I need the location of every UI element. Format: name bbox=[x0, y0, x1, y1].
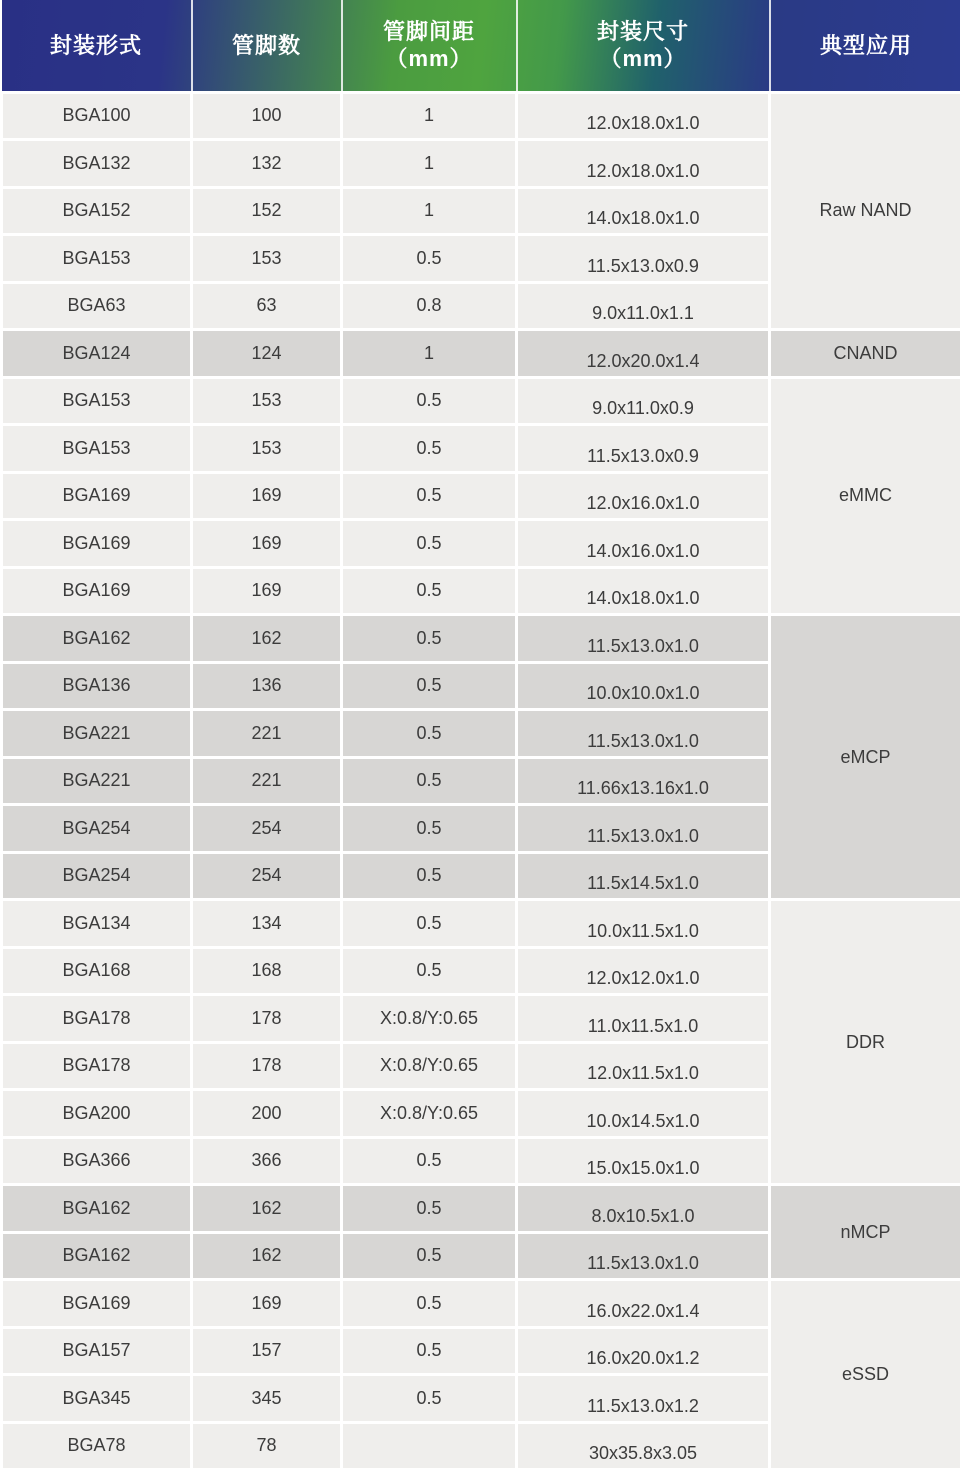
pin-pitch-cell: 1 bbox=[342, 187, 517, 235]
pin-count-cell: 200 bbox=[192, 1090, 342, 1138]
package-size-cell: 11.5x13.0x1.2 bbox=[517, 1375, 770, 1423]
package-size-cell: 11.5x13.0x0.9 bbox=[517, 235, 770, 283]
package-size-cell: 16.0x20.0x1.2 bbox=[517, 1327, 770, 1375]
pin-count-cell: 169 bbox=[192, 472, 342, 520]
pin-pitch-cell: 0.5 bbox=[342, 710, 517, 758]
pin-count-cell: 136 bbox=[192, 662, 342, 710]
application-cell: nMCP bbox=[770, 1185, 960, 1280]
application-cell: Raw NAND bbox=[770, 92, 960, 330]
package-form-cell: BGA162 bbox=[2, 1232, 192, 1280]
pin-count-cell: 153 bbox=[192, 425, 342, 473]
package-form-cell: BGA157 bbox=[2, 1327, 192, 1375]
pin-count-cell: 254 bbox=[192, 852, 342, 900]
pin-count-cell: 63 bbox=[192, 282, 342, 330]
package-form-cell: BGA254 bbox=[2, 852, 192, 900]
package-form-cell: BGA169 bbox=[2, 472, 192, 520]
package-size-cell: 11.5x14.5x1.0 bbox=[517, 852, 770, 900]
package-form-cell: BGA136 bbox=[2, 662, 192, 710]
package-form-cell: BGA63 bbox=[2, 282, 192, 330]
package-form-cell: BGA78 bbox=[2, 1422, 192, 1470]
pin-pitch-cell: 0.5 bbox=[342, 1280, 517, 1328]
package-form-cell: BGA168 bbox=[2, 947, 192, 995]
package-size-cell: 12.0x18.0x1.0 bbox=[517, 92, 770, 140]
col-header-package-form-label: 封装形式 bbox=[49, 32, 142, 58]
pin-pitch-cell: 0.5 bbox=[342, 805, 517, 853]
package-form-cell: BGA169 bbox=[2, 567, 192, 615]
package-size-cell: 8.0x10.5x1.0 bbox=[517, 1185, 770, 1233]
pin-count-cell: 132 bbox=[192, 140, 342, 188]
package-form-cell: BGA178 bbox=[2, 1042, 192, 1090]
application-cell: eSSD bbox=[770, 1280, 960, 1470]
pin-pitch-cell bbox=[342, 1422, 517, 1470]
pin-pitch-cell: 0.5 bbox=[342, 1137, 517, 1185]
pin-pitch-cell: 0.5 bbox=[342, 1375, 517, 1423]
pin-pitch-cell: 0.5 bbox=[342, 377, 517, 425]
pin-pitch-cell: 0.5 bbox=[342, 947, 517, 995]
package-form-cell: BGA153 bbox=[2, 235, 192, 283]
pin-count-cell: 153 bbox=[192, 377, 342, 425]
pin-count-cell: 178 bbox=[192, 995, 342, 1043]
package-size-cell: 10.0x10.0x1.0 bbox=[517, 662, 770, 710]
package-size-cell: 14.0x16.0x1.0 bbox=[517, 520, 770, 568]
package-form-cell: BGA200 bbox=[2, 1090, 192, 1138]
pin-count-cell: 169 bbox=[192, 567, 342, 615]
package-size-cell: 9.0x11.0x0.9 bbox=[517, 377, 770, 425]
pin-count-cell: 169 bbox=[192, 520, 342, 568]
package-size-cell: 12.0x11.5x1.0 bbox=[517, 1042, 770, 1090]
pin-pitch-cell: 1 bbox=[342, 330, 517, 378]
table-row bbox=[2, 1185, 960, 1233]
package-form-cell: BGA153 bbox=[2, 377, 192, 425]
package-size-cell: 11.5x13.0x1.0 bbox=[517, 710, 770, 758]
table-row bbox=[2, 330, 960, 378]
package-form-cell: BGA221 bbox=[2, 710, 192, 758]
pin-pitch-cell: 0.5 bbox=[342, 425, 517, 473]
col-header-package-size-label: 封装尺寸 bbox=[596, 18, 689, 44]
header-row bbox=[2, 0, 960, 92]
pin-pitch-cell: 0.5 bbox=[342, 900, 517, 948]
package-form-cell: BGA162 bbox=[2, 615, 192, 663]
pin-count-cell: 162 bbox=[192, 615, 342, 663]
pin-count-cell: 152 bbox=[192, 187, 342, 235]
package-size-cell: 12.0x18.0x1.0 bbox=[517, 140, 770, 188]
pin-pitch-cell: X:0.8/Y:0.65 bbox=[342, 1090, 517, 1138]
package-form-cell: BGA178 bbox=[2, 995, 192, 1043]
package-form-cell: BGA345 bbox=[2, 1375, 192, 1423]
application-cell: DDR bbox=[770, 900, 960, 1185]
package-size-cell: 11.0x11.5x1.0 bbox=[517, 995, 770, 1043]
pin-count-cell: 345 bbox=[192, 1375, 342, 1423]
table-row bbox=[2, 900, 960, 948]
package-form-cell: BGA169 bbox=[2, 1280, 192, 1328]
table-row bbox=[2, 377, 960, 425]
col-header-pin-count bbox=[192, 0, 342, 92]
pin-pitch-cell: 0.5 bbox=[342, 567, 517, 615]
table-row bbox=[2, 615, 960, 663]
pin-count-cell: 153 bbox=[192, 235, 342, 283]
pin-count-cell: 157 bbox=[192, 1327, 342, 1375]
pin-count-cell: 168 bbox=[192, 947, 342, 995]
package-size-cell: 11.5x13.0x1.0 bbox=[517, 1232, 770, 1280]
pin-count-cell: 134 bbox=[192, 900, 342, 948]
package-form-cell: BGA132 bbox=[2, 140, 192, 188]
pin-pitch-cell: 0.5 bbox=[342, 1232, 517, 1280]
package-form-cell: BGA366 bbox=[2, 1137, 192, 1185]
package-form-cell: BGA100 bbox=[2, 92, 192, 140]
package-form-cell: BGA152 bbox=[2, 187, 192, 235]
pin-pitch-cell: 1 bbox=[342, 92, 517, 140]
pin-pitch-cell: 1 bbox=[342, 140, 517, 188]
table-row bbox=[2, 1280, 960, 1328]
pin-count-cell: 221 bbox=[192, 757, 342, 805]
col-header-package-size bbox=[517, 0, 770, 92]
pin-count-cell: 221 bbox=[192, 710, 342, 758]
pin-count-cell: 162 bbox=[192, 1185, 342, 1233]
package-size-cell: 10.0x11.5x1.0 bbox=[517, 900, 770, 948]
package-size-cell: 12.0x20.0x1.4 bbox=[517, 330, 770, 378]
package-size-cell: 9.0x11.0x1.1 bbox=[517, 282, 770, 330]
pin-count-cell: 78 bbox=[192, 1422, 342, 1470]
pin-count-cell: 100 bbox=[192, 92, 342, 140]
pin-pitch-cell: 0.5 bbox=[342, 520, 517, 568]
package-size-cell: 16.0x22.0x1.4 bbox=[517, 1280, 770, 1328]
pin-pitch-cell: 0.5 bbox=[342, 852, 517, 900]
package-form-cell: BGA153 bbox=[2, 425, 192, 473]
pin-pitch-cell: 0.5 bbox=[342, 615, 517, 663]
pin-count-cell: 178 bbox=[192, 1042, 342, 1090]
col-header-package-size-unit: （mm） bbox=[599, 46, 687, 72]
application-cell: eMMC bbox=[770, 377, 960, 615]
col-header-application-label: 典型应用 bbox=[819, 32, 912, 58]
package-size-cell: 11.5x13.0x1.0 bbox=[517, 805, 770, 853]
col-header-package-form bbox=[2, 0, 192, 92]
package-size-cell: 10.0x14.5x1.0 bbox=[517, 1090, 770, 1138]
package-form-cell: BGA124 bbox=[2, 330, 192, 378]
col-header-pin-pitch-unit: （mm） bbox=[385, 46, 473, 72]
pin-pitch-cell: X:0.8/Y:0.65 bbox=[342, 995, 517, 1043]
package-size-cell: 14.0x18.0x1.0 bbox=[517, 187, 770, 235]
table-row bbox=[2, 92, 960, 140]
pin-count-cell: 254 bbox=[192, 805, 342, 853]
package-size-cell: 11.5x13.0x1.0 bbox=[517, 615, 770, 663]
package-form-cell: BGA254 bbox=[2, 805, 192, 853]
pin-pitch-cell: 0.5 bbox=[342, 1327, 517, 1375]
package-form-cell: BGA221 bbox=[2, 757, 192, 805]
pin-pitch-cell: 0.5 bbox=[342, 1185, 517, 1233]
pin-pitch-cell: 0.5 bbox=[342, 662, 517, 710]
application-cell: eMCP bbox=[770, 615, 960, 900]
package-size-cell: 30x35.8x3.05 bbox=[517, 1422, 770, 1470]
col-header-pin-pitch bbox=[342, 0, 517, 92]
pin-pitch-cell: 0.8 bbox=[342, 282, 517, 330]
pin-count-cell: 169 bbox=[192, 1280, 342, 1328]
application-cell: CNAND bbox=[770, 330, 960, 378]
package-form-cell: BGA162 bbox=[2, 1185, 192, 1233]
package-size-cell: 14.0x18.0x1.0 bbox=[517, 567, 770, 615]
pin-pitch-cell: 0.5 bbox=[342, 472, 517, 520]
table-body bbox=[2, 92, 960, 1470]
package-size-cell: 12.0x16.0x1.0 bbox=[517, 472, 770, 520]
package-size-cell: 15.0x15.0x1.0 bbox=[517, 1137, 770, 1185]
pin-pitch-cell: 0.5 bbox=[342, 757, 517, 805]
pin-count-cell: 124 bbox=[192, 330, 342, 378]
pin-pitch-cell: 0.5 bbox=[342, 235, 517, 283]
package-form-cell: BGA134 bbox=[2, 900, 192, 948]
col-header-application bbox=[770, 0, 960, 92]
pin-count-cell: 366 bbox=[192, 1137, 342, 1185]
col-header-pin-pitch-label: 管脚间距 bbox=[382, 18, 475, 44]
package-size-cell: 11.5x13.0x0.9 bbox=[517, 425, 770, 473]
pin-count-cell: 162 bbox=[192, 1232, 342, 1280]
package-size-cell: 11.66x13.16x1.0 bbox=[517, 757, 770, 805]
col-header-pin-count-label: 管脚数 bbox=[231, 32, 301, 58]
package-form-cell: BGA169 bbox=[2, 520, 192, 568]
pin-pitch-cell: X:0.8/Y:0.65 bbox=[342, 1042, 517, 1090]
package-size-cell: 12.0x12.0x1.0 bbox=[517, 947, 770, 995]
